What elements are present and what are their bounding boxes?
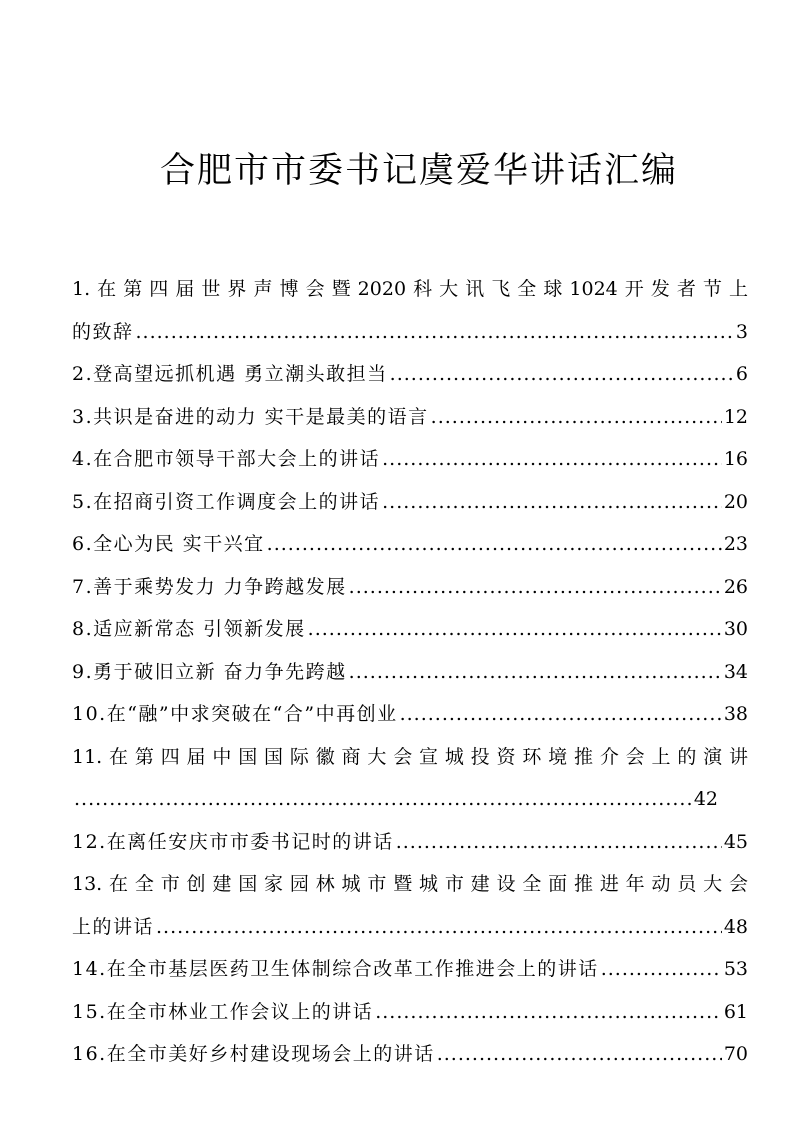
toc-entry-6[interactable] [72, 523, 748, 566]
dot-leader [136, 311, 734, 354]
toc-entry-title: 15.在全市林业工作会议上的讲话 [72, 1000, 374, 1023]
toc-page-number: 34 [723, 660, 748, 683]
toc-entry-title: 10.在“融”中求突破在“合”中再创业 [72, 703, 398, 725]
toc-entry-title-cont: 的致辞 [72, 320, 134, 343]
toc-entry-title: 12.在离任安庆市市委书记时的讲话 [72, 830, 394, 853]
toc-entry-title: 8.适应新常态 引领新发展 [72, 618, 306, 640]
dot-leader [437, 1033, 722, 1076]
toc-entry-title: 3.共识是奋进的动力 实干是最美的语言 [72, 405, 429, 428]
toc-page-number: 45 [723, 830, 748, 853]
toc-page-number: 23 [723, 533, 748, 555]
toc-entry-12[interactable] [72, 821, 748, 864]
toc-entry-4[interactable] [72, 438, 748, 481]
toc-entry-3[interactable] [72, 396, 748, 439]
toc-entry-title: 4.在合肥市领导干部大会上的讲话 [72, 448, 381, 470]
toc-page-number: 48 [723, 915, 748, 938]
toc-entry-title: 5.在招商引资工作调度会上的讲话 [72, 490, 381, 513]
toc-entry-16[interactable] [72, 1033, 748, 1076]
dot-leader [349, 566, 722, 609]
document-title: 合肥市市委书记虞爱华讲话汇编 [160, 151, 679, 191]
dot-leader [400, 693, 722, 736]
dot-leader [390, 353, 734, 396]
toc-page-number: 38 [723, 703, 748, 725]
toc-page-number: 70 [723, 1043, 748, 1065]
toc-entry-title: 7.善于乘势发力 力争跨越发展 [72, 575, 347, 598]
toc-entry-title: 13.在全市创建国家园林城市暨城市建设全面推进年动员大会 [72, 873, 748, 895]
toc-entry-title: 16.在全市美好乡村建设现场会上的讲话 [72, 1043, 435, 1065]
toc-entry-title: 9.勇于破旧立新 奋力争先跨越 [72, 660, 347, 683]
dot-leader [74, 778, 692, 821]
toc-entry-title-cont: 上的讲话 [72, 915, 155, 938]
toc-entry-2[interactable] [72, 353, 748, 396]
toc-page-number: 42 [693, 788, 718, 810]
dot-leader [308, 608, 722, 651]
dot-leader [156, 906, 722, 949]
toc-entry-title: 2.登高望远抓机遇 勇立潮头敢担当 [72, 363, 388, 385]
toc-entry-7[interactable] [72, 566, 748, 609]
toc-entry-10[interactable] [72, 693, 748, 736]
dot-leader [375, 991, 722, 1034]
toc-entry-5[interactable] [72, 481, 748, 524]
toc-page-number: 26 [723, 575, 748, 598]
dot-leader [267, 523, 722, 566]
dot-leader [396, 821, 722, 864]
toc-entry-title: 14.在全市基层医药卫生体制综合改革工作推进会上的讲话 [72, 958, 599, 980]
table-of-contents [72, 268, 748, 1076]
toc-page-number: 6 [735, 363, 748, 385]
toc-page-number: 16 [723, 448, 748, 470]
dot-leader [382, 438, 722, 481]
dot-leader [601, 948, 722, 991]
toc-entry-title: 1.在第四届世界声博会暨2020科大讯飞全球1024开发者节上 [72, 278, 748, 300]
toc-page-number: 53 [723, 958, 748, 980]
toc-page-number: 30 [723, 618, 748, 640]
toc-entry-13[interactable] [72, 863, 748, 948]
dot-leader [431, 396, 722, 439]
toc-page-number: 12 [723, 405, 748, 428]
toc-entry-9[interactable] [72, 651, 748, 694]
toc-entry-11[interactable] [72, 736, 748, 821]
toc-entry-title: 11.在第四届中国国际徽商大会宣城投资环境推介会上的演讲 [72, 745, 748, 768]
toc-entry-15[interactable] [72, 991, 748, 1034]
toc-page-number: 20 [723, 490, 748, 513]
toc-page-number: 61 [723, 1000, 748, 1023]
toc-entry-1[interactable] [72, 268, 748, 353]
dot-leader [382, 481, 722, 524]
toc-entry-14[interactable] [72, 948, 748, 991]
dot-leader [349, 651, 722, 694]
toc-entry-title: 6.全心为民 实干兴宜 [72, 533, 265, 555]
toc-page-number: 3 [735, 320, 748, 343]
toc-entry-8[interactable] [72, 608, 748, 651]
